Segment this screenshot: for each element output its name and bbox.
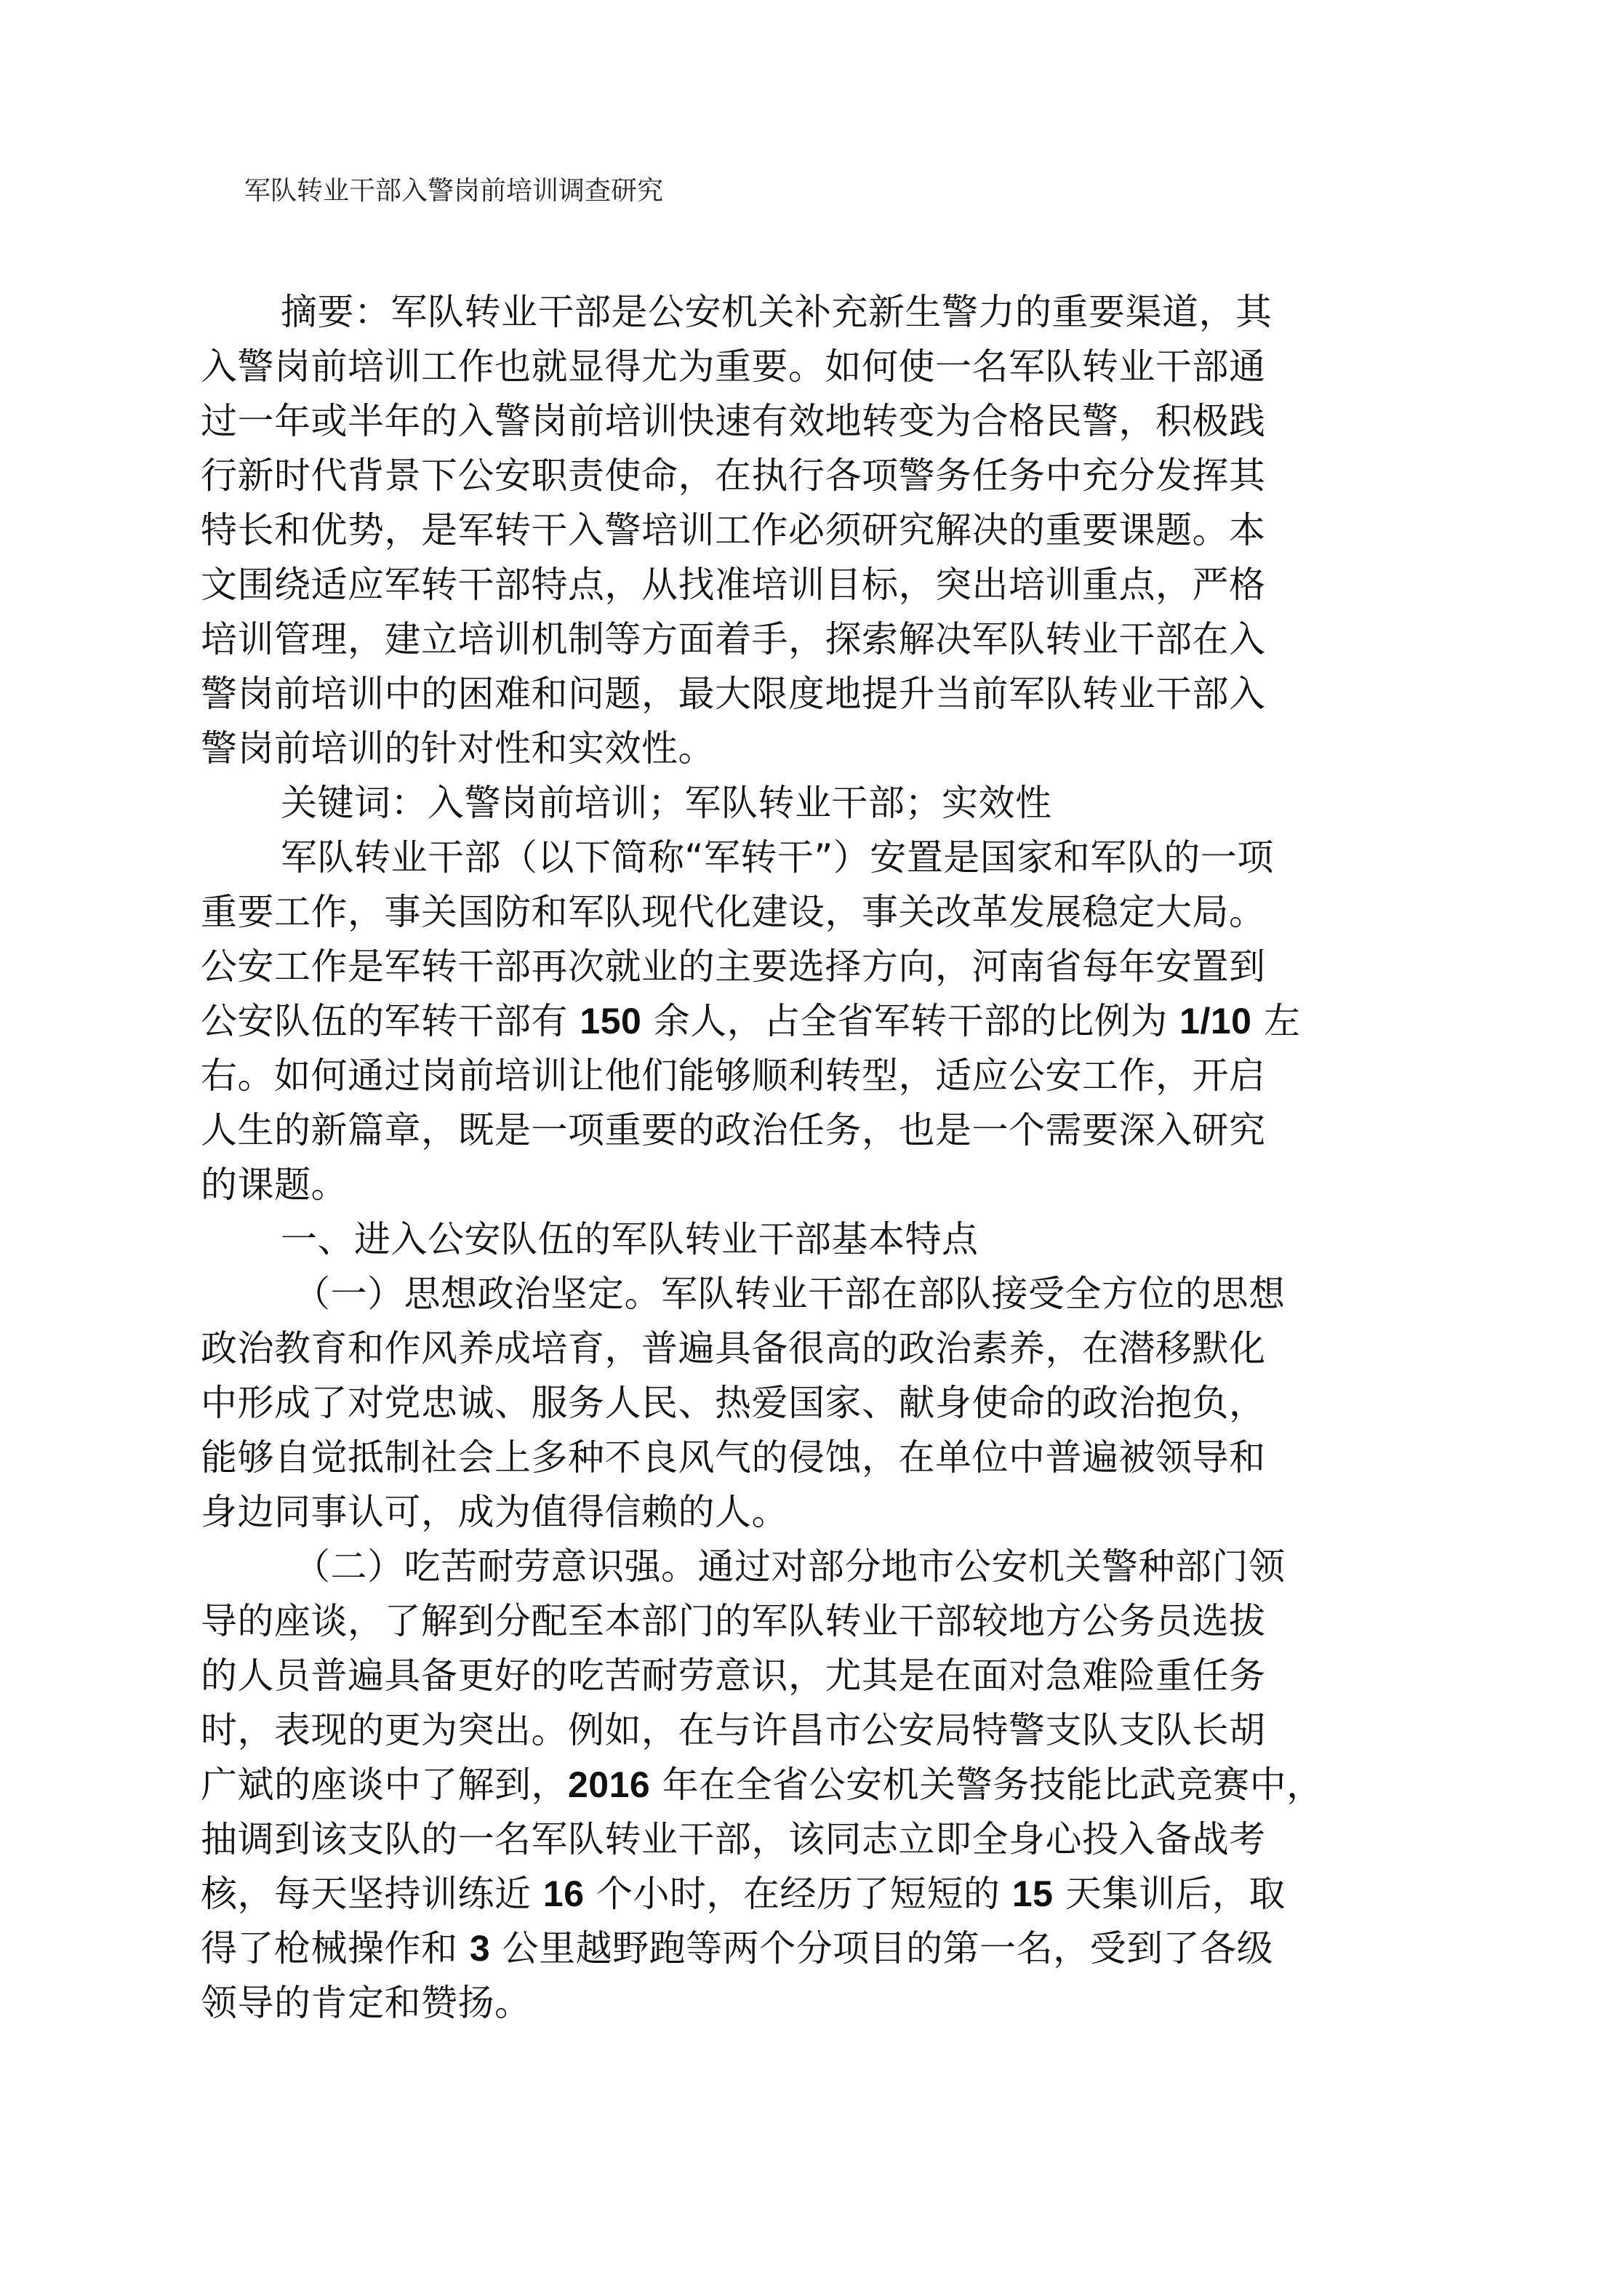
- intro-paragraph: [201, 831, 1437, 1212]
- subsection-1-paragraph: [201, 1267, 1437, 1540]
- subsection-line: 中形成了对党忠诚、服务人民、热爱国家、献身使命的政治抱负，: [201, 1382, 1266, 1424]
- subsection-number: 3: [469, 1928, 491, 1969]
- abstract-line: 培训管理，建立培训机制等方面着手，探索解决军队转业干部在入: [201, 618, 1266, 660]
- intro-line: 军队转业干部（以下简称“军转干”）安置是国家和军队的一项: [281, 836, 1274, 879]
- subsection-line: 领导的肯定和赞扬。: [201, 1982, 532, 2024]
- subsection-line: （一）思想政治坚定。军队转业干部在部队接受全方位的思想: [294, 1273, 1286, 1315]
- subsection-line: [201, 1758, 1437, 1812]
- abstract-line: 文围绕适应军转干部特点，从找准培训目标，突出培训重点，严格: [201, 564, 1266, 606]
- subsection-number: 2016: [568, 1764, 651, 1805]
- subsection-text: 得了枪械操作和: [201, 1927, 470, 1969]
- intro-line: [201, 994, 1437, 1049]
- document-body: [201, 285, 1437, 2031]
- intro-line: 重要工作，事关国防和军队现代化建设，事关改革发展稳定大局。: [201, 891, 1266, 933]
- abstract-line: 特长和优势，是军转干入警培训工作必须研究解决的重要课题。本: [201, 509, 1266, 551]
- subsection-text: 年在全省公安机关警务技能比武竞赛中，: [650, 1764, 1323, 1806]
- intro-number: 1/10: [1179, 1001, 1252, 1041]
- abstract-line: 警岗前培训的针对性和实效性。: [201, 727, 715, 769]
- subsection-2-paragraph: [201, 1540, 1437, 2031]
- abstract-line: 入警岗前培训工作也就显得尤为重要。如何使一名军队转业干部通: [201, 345, 1266, 388]
- intro-line: 公安工作是军转干部再次就业的主要选择方向，河南省每年安置到: [201, 945, 1266, 988]
- intro-number: 150: [580, 1001, 642, 1041]
- subsection-text: 公里越野跑等两个分项目的第一名，受到了各级: [490, 1927, 1274, 1969]
- subsection-text: 天集训后，取: [1053, 1873, 1286, 1915]
- subsection-line: 能够自觉抵制社会上多种不良风气的侵蚀，在单位中普遍被领导和: [201, 1436, 1266, 1479]
- abstract-line: 警岗前培训中的困难和问题，最大限度地提升当前军队转业干部入: [201, 673, 1266, 715]
- subsection-text: 核，每天坚持训练近: [201, 1873, 543, 1915]
- subsection-line: （二）吃苦耐劳意识强。通过对部分地市公安机关警种部门领: [294, 1545, 1286, 1588]
- subsection-line: 政治教育和作风养成培育，普遍具备很高的政治素养，在潜移默化: [201, 1327, 1266, 1369]
- abstract-line: 行新时代背景下公安职责使命，在执行各项警务任务中充分发挥其: [201, 455, 1266, 497]
- subsection-line: 的人员普遍具备更好的吃苦耐劳意识，尤其是在面对急难险重任务: [201, 1655, 1266, 1697]
- document-title: 军队转业干部入警岗前培训调查研究: [244, 176, 664, 206]
- subsection-line: [201, 1867, 1437, 1921]
- intro-text: 左: [1251, 1000, 1301, 1042]
- intro-line: 的课题。: [201, 1164, 348, 1206]
- keywords-line: 关键词：入警岗前培训；军队转业干部；实效性: [281, 782, 1052, 824]
- subsection-line: 时，表现的更为突出。例如，在与许昌市公安局特警支队支队长胡: [201, 1709, 1266, 1751]
- subsection-line: 导的座谈，了解到分配至本部门的军队转业干部较地方公务员选拔: [201, 1600, 1266, 1642]
- subsection-number: 16: [542, 1873, 585, 1914]
- intro-line: 人生的新篇章，既是一项重要的政治任务，也是一个需要深入研究: [201, 1109, 1266, 1151]
- intro-text: 余人，占全省军转干部的比例为: [641, 1000, 1180, 1042]
- abstract-paragraph: [201, 285, 1437, 776]
- intro-line: 右。如何通过岗前培训让他们能够顺利转型，适应公安工作，开启: [201, 1055, 1266, 1097]
- subsection-line: [201, 1921, 1437, 1976]
- subsection-line: 身边同事认可，成为值得信赖的人。: [201, 1491, 788, 1533]
- abstract-line: 过一年或半年的入警岗前培训快速有效地转变为合格民警，积极践: [201, 400, 1266, 442]
- subsection-line: 抽调到该支队的一名军队转业干部，该同志立即全身心投入备战考: [201, 1818, 1266, 1860]
- subsection-text: 个小时，在经历了短短的: [584, 1873, 1012, 1915]
- intro-text: 公安队伍的军转干部有: [201, 1000, 580, 1042]
- abstract-line: 摘要：军队转业干部是公安机关补充新生警力的重要渠道，其: [281, 291, 1273, 333]
- subsection-text: 广斌的座谈中了解到，: [201, 1764, 568, 1806]
- subsection-number: 15: [1011, 1873, 1054, 1914]
- section-heading: 一、进入公安队伍的军队转业干部基本特点: [281, 1218, 979, 1260]
